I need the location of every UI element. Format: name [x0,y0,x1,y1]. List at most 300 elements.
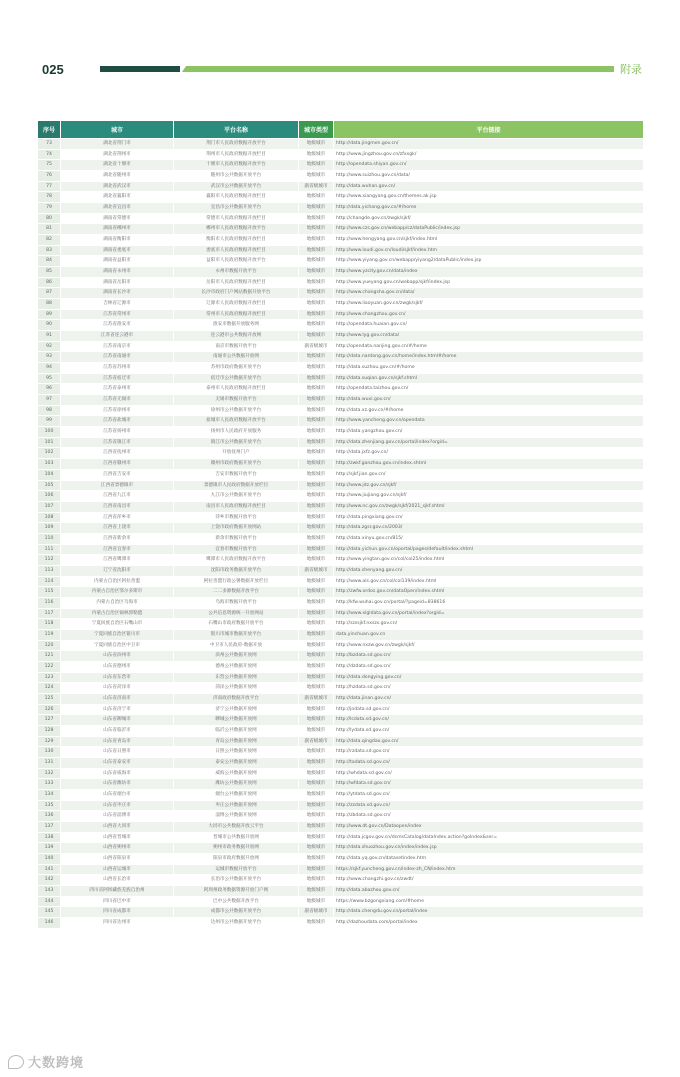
table-row [38,406,643,416]
row-city-type: 地级城市 [299,811,333,821]
row-city: 江苏省徐州市 [61,406,173,416]
row-city-type: 副省级城市 [299,694,333,704]
row-index: 84 [38,256,60,266]
table-row [38,288,643,298]
row-city-type: 地级城市 [299,192,333,202]
table-row [38,427,643,437]
row-city-type: 地级城市 [299,705,333,715]
row-city: 宁夏回族自治区银川市 [61,630,173,640]
row-index: 92 [38,342,60,352]
row-city: 山东省泰安市 [61,758,173,768]
row-platform-link[interactable]: http://data.abazhou.gov.cn/ [334,886,643,896]
row-platform-name: 银川市城市数据开放平台 [174,630,298,640]
row-platform-link[interactable]: http://data.dongying.gov.cn/ [334,673,643,683]
row-index: 109 [38,523,60,533]
row-index: 116 [38,598,60,608]
table-row [38,416,643,426]
table-row [38,224,643,234]
row-index: 110 [38,534,60,544]
row-city: 江西省上饶市 [61,523,173,533]
row-platform-name: 娄底市人民政府数据开放栏目 [174,246,298,256]
table-row [38,534,643,544]
row-index: 135 [38,801,60,811]
row-platform-name: 无锡市数据开放平台 [174,395,298,405]
table-row [38,278,643,288]
row-index: 120 [38,641,60,651]
table-row [38,683,643,693]
row-platform-link[interactable]: http://data.suqian.gov.cn/sjkf.shtml [334,374,643,384]
row-platform-name: 烟台公共数据开放网 [174,790,298,800]
row-platform-link[interactable]: http://data.suzhou.gov.cn/#/home [334,363,643,373]
table-row [38,918,643,928]
row-platform-link[interactable]: http://data.jcgov.gov.cn/dsmsCatalog/dataIndex.action?goIndex&ser= [334,833,643,843]
table-row [38,171,643,181]
row-city: 山西省阳泉市 [61,854,173,864]
row-platform-link[interactable]: http://data.xz.gov.cn/#/home [334,406,643,416]
row-city-type: 地级城市 [299,267,333,277]
row-city: 内蒙古自治区鄂尔多斯市 [61,587,173,597]
row-city: 湖南省郴州市 [61,224,173,234]
row-platform-link[interactable]: http://www.dt.gov.cn/Dataopen/index [334,822,643,832]
row-city-type: 地级城市 [299,427,333,437]
row-platform-link[interactable]: http://lcdata.sd.gov.cn/ [334,715,643,725]
watermark [8,1052,84,1071]
row-city-type: 地级城市 [299,224,333,234]
row-city-type: 地级城市 [299,886,333,896]
row-city-type: 地级城市 [299,203,333,213]
row-city: 江西省九江市 [61,491,173,501]
row-city-type: 地级城市 [299,630,333,640]
row-index: 95 [38,374,60,384]
row-index: 136 [38,811,60,821]
row-platform-name: 菏泽公共数据开放网 [174,683,298,693]
row-index: 73 [38,139,60,149]
row-index: 89 [38,310,60,320]
row-index: 132 [38,769,60,779]
row-city-type: 地级城市 [299,641,333,651]
row-index: 138 [38,833,60,843]
row-city: 内蒙古自治区锡林郭勒盟 [61,609,173,619]
row-city-type: 地级城市 [299,331,333,341]
table-row [38,747,643,757]
row-city-type: 地级城市 [299,374,333,384]
row-city: 山西省晋城市 [61,833,173,843]
row-platform-link[interactable]: http://data.yichang.gov.cn/#/home [334,203,643,213]
row-platform-link[interactable]: http://zzdata.sd.gov.cn/ [334,801,643,811]
row-platform-link[interactable]: http://data.jingmen.gov.cn/ [334,139,643,149]
row-platform-link[interactable]: http://opendata.nanjing.gov.cn/#/home [334,342,643,352]
row-platform-link[interactable]: http://zwfw.ordos.gov.cn/dataOpen/index.shtml [334,587,643,597]
row-platform-link[interactable]: http://data.zhenjiang.gov.cn/portal/index?orgid= [334,438,643,448]
table-row [38,320,643,330]
row-platform-name: 晋城市公共数据开放网 [174,833,298,843]
table-row [38,160,643,170]
row-city-type: 地级城市 [299,843,333,853]
row-city: 山东省枣庄市 [61,801,173,811]
row-city: 湖北省襄阳市 [61,192,173,202]
table-row [38,662,643,672]
row-city-type: 地级城市 [299,139,333,149]
row-city: 山东省青岛市 [61,737,173,747]
row-platform-link[interactable]: http://www.loudi.gov.cn/loudi/sjkf/index.htm [334,246,643,256]
row-platform-link[interactable]: http://data.jinan.gov.cn/ [334,694,643,704]
row-city: 湖南省衡阳市 [61,235,173,245]
row-platform-name: 中卫市人民政府-数据开放 [174,641,298,651]
row-platform-name: 威海公共数据开放网 [174,769,298,779]
row-platform-name: 临沂公共数据开放网 [174,726,298,736]
row-platform-link[interactable]: https://www.bzgongxiang.com/#home [334,897,643,907]
row-index: 93 [38,352,60,362]
row-index: 94 [38,363,60,373]
row-index: 126 [38,705,60,715]
row-index: 124 [38,683,60,693]
row-platform-link[interactable]: http://tadata.sd.gov.cn/ [334,758,643,768]
row-index: 81 [38,224,60,234]
column-header-city: 城市 [61,121,173,138]
row-city-type: 地级城市 [299,214,333,224]
row-city: 湖南省永州市 [61,267,173,277]
column-header-link: 平台链接 [334,121,643,138]
row-index: 88 [38,299,60,309]
row-platform-link[interactable]: http://rzdata.sd.gov.cn/ [334,747,643,757]
row-city-type: 地级城市 [299,875,333,885]
row-platform-link[interactable]: http://www.nc.gov.cn/zwgk/sjkf/2021_sjkf.shtml [334,502,643,512]
row-platform-name: 南京市数据开放平台 [174,342,298,352]
row-platform-link[interactable]: http://opendata.huaian.gov.cn/ [334,320,643,330]
table-row [38,513,643,523]
row-city-type: 地级城市 [299,363,333,373]
row-city-type: 地级城市 [299,246,333,256]
table-row [38,790,643,800]
row-platform-name: 九江市公共数据开放平台 [174,491,298,501]
row-platform-name: 扬州市人民政府开放服务 [174,427,298,437]
row-city-type: 地级城市 [299,865,333,875]
row-platform-link[interactable]: http://bzdata.sd.gov.cn/ [334,651,643,661]
row-city: 山东省烟台市 [61,790,173,800]
table-row [38,886,643,896]
row-platform-link[interactable]: http://kfw.wuhai.gov.cn/portal/?pageid=838616 [334,598,643,608]
row-index: 118 [38,619,60,629]
row-platform-link[interactable]: http://data.wuhan.gov.cn/ [334,182,643,192]
row-city: 山西省大同市 [61,822,173,832]
row-platform-name: 公共信息资源统一开放网站 [174,609,298,619]
table-row [38,694,643,704]
row-platform-link[interactable]: http://www.changzhi.gov.cn/zwdt/ [334,875,643,885]
row-city: 江西省萍乡市 [61,513,173,523]
row-city: 湖南省长沙市 [61,288,173,298]
row-city: 江苏省宿迁市 [61,374,173,384]
row-index: 127 [38,715,60,725]
row-platform-link[interactable]: http://www.changsha.gov.cn/data/ [334,288,643,298]
row-platform-link[interactable]: http://www.suizhou.gov.cn/data/ [334,171,643,181]
row-city: 内蒙古自治区乌海市 [61,598,173,608]
table-row [38,619,643,629]
row-city: 吉林省辽源市 [61,299,173,309]
row-platform-name: 荆门市人民政府数据开放平台 [174,139,298,149]
row-city: 四川省成都市 [61,907,173,917]
row-city-type: 地级城市 [299,235,333,245]
row-city: 山东省菏泽市 [61,683,173,693]
row-city: 山西省运城市 [61,865,173,875]
row-platform-link[interactable]: http://lydata.sd.gov.cn/ [334,726,643,736]
row-platform-link[interactable]: http://data.chengdu.gov.cn/portal/index [334,907,643,917]
row-platform-link[interactable]: http://whdata.sd.gov.cn/ [334,769,643,779]
row-platform-link[interactable]: http://zbdata.sd.gov.cn/ [334,811,643,821]
row-index: 112 [38,555,60,565]
row-platform-link[interactable]: http://www.jingzhou.gov.cn/zfxxgk/ [334,150,643,160]
row-platform-name: 十堰市人民政府数据开放平台 [174,160,298,170]
row-city: 江西省南昌市 [61,502,173,512]
row-platform-link[interactable]: http://zwkf.ganzhou.gov.cn/index.shtml [334,459,643,469]
row-city: 湖南省岳阳市 [61,278,173,288]
row-platform-name: 长沙市政府门户网站数据开放平台 [174,288,298,298]
row-platform-link[interactable]: http://wfdata.sd.gov.cn/ [334,779,643,789]
row-platform-name: 宜昌市公共数据开放平台 [174,203,298,213]
row-platform-name: 永州市数据开放平台 [174,267,298,277]
row-index: 128 [38,726,60,736]
table-row [38,577,643,587]
row-platform-link[interactable]: http://www.yancheng.gov.cn/opendata [334,416,643,426]
row-platform-link[interactable]: http://data.zgsr.gov.cn/2003/ [334,523,643,533]
row-city-type: 地级城市 [299,513,333,523]
row-index: 123 [38,673,60,683]
row-platform-name: 聊城公共数据开放网 [174,715,298,725]
table-row [38,907,643,917]
table-row [38,566,643,576]
row-platform-name: 郴州市人民政府数据开放平台 [174,224,298,234]
row-city-type: 地级城市 [299,918,333,928]
row-city: 内蒙古自治区阿拉善盟 [61,577,173,587]
row-city: 江苏省盐城市 [61,416,173,426]
table-row [38,150,643,160]
row-city: 湖北省荆州市 [61,150,173,160]
row-platform-name: 达州市公共数据开放平台 [174,918,298,928]
row-city: 山东省威海市 [61,769,173,779]
table-row [38,235,643,245]
row-city: 江苏省镇江市 [61,438,173,448]
row-platform-name: 阿坝州政务数据资源开放门户网 [174,886,298,896]
row-city-type: 地级城市 [299,726,333,736]
row-index: 131 [38,758,60,768]
table-row [38,448,643,458]
row-platform-link[interactable]: http://opendata.shiyan.gov.cn/ [334,160,643,170]
table-row [38,203,643,213]
table-header-row [38,121,643,138]
row-index: 86 [38,278,60,288]
row-platform-link[interactable]: http://www.jiujiang.gov.cn/sjkf/ [334,491,643,501]
row-platform-link[interactable]: http://ytdata.sd.gov.cn/ [334,790,643,800]
row-platform-link[interactable]: http://www.als.gov.cn/col/col139/index.html [334,577,643,587]
row-city: 江西省新余市 [61,534,173,544]
table-row [38,705,643,715]
table-row [38,609,643,619]
row-platform-name: 岳阳市人民政府数据开放栏目 [174,278,298,288]
row-city-type: 地级城市 [299,384,333,394]
row-city: 宁夏回族自治区中卫市 [61,641,173,651]
table-row [38,587,643,597]
row-platform-link[interactable]: http://data.jxfz.gov.cn/ [334,448,643,458]
row-platform-link[interactable]: http://data.wuxi.gov.cn/ [334,395,643,405]
row-platform-link[interactable]: http://data.xinyu.gov.cn/815/ [334,534,643,544]
row-platform-link[interactable]: http://dzdata.sd.gov.cn/ [334,662,643,672]
row-index: 141 [38,865,60,875]
table-row [38,352,643,362]
row-platform-name: 苏州市政府数据开放平台 [174,363,298,373]
row-city-type: 地级城市 [299,310,333,320]
table-row [38,523,643,533]
row-city-type: 地级城市 [299,801,333,811]
row-platform-link[interactable]: http://www.liaoyuan.gov.cn/zwgk/sjkf/ [334,299,643,309]
row-city-type: 地级城市 [299,833,333,843]
table-row [38,310,643,320]
row-platform-link[interactable]: http://www.nxzw.gov.cn/zwgk/sjkf/ [334,641,643,651]
row-city-type: 地级城市 [299,406,333,416]
row-city-type: 地级城市 [299,171,333,181]
row-city: 山东省滨州市 [61,651,173,661]
row-platform-link[interactable]: http://www.jdz.gov.cn/sjkf/ [334,481,643,491]
row-platform-link[interactable]: https://sjkf.yuncheng.gov.cn/index-zh_CN/index.htm [334,865,643,875]
table-row [38,395,643,405]
row-city-type: 地级城市 [299,523,333,533]
table-row [38,758,643,768]
table-row [38,299,643,309]
row-platform-name: 济宁公共数据开放网 [174,705,298,715]
row-platform-name: 日照公共数据开放网 [174,747,298,757]
row-city: 江西省景德镇市 [61,481,173,491]
row-index: 106 [38,491,60,501]
row-platform-name: 沈阳市政务数据开放平台 [174,566,298,576]
row-index: 80 [38,214,60,224]
row-index: 83 [38,246,60,256]
row-city: 江西省抚州市 [61,448,173,458]
row-platform-name: 襄阳市人民政府数据开放栏目 [174,192,298,202]
row-platform-link[interactable]: http://data.nantong.gov.cn/home/index.html#/home [334,352,643,362]
row-city-type: 地级城市 [299,481,333,491]
row-city-type: 地级城市 [299,459,333,469]
row-platform-link[interactable]: http://www.xlgldata.gov.cn/portal/index?orgid= [334,609,643,619]
table-row [38,481,643,491]
row-platform-link[interactable]: data.yinchuan.gov.cn [334,630,643,640]
row-platform-link[interactable]: http://data.yq.gov.cn/datasetindex.htm [334,854,643,864]
row-platform-link[interactable]: http://www.yueyang.gov.cn/webapp/sjkf/index.jsp [334,278,643,288]
table-row [38,779,643,789]
row-city-type: 副省级城市 [299,182,333,192]
row-platform-name: 滨州公共数据开放网 [174,651,298,661]
row-platform-name: 徐州市公共数据开放平台 [174,406,298,416]
table-row [38,641,643,651]
row-index: 145 [38,907,60,917]
row-platform-name: 宿迁市公共数据开放平台 [174,374,298,384]
row-city: 江西省赣州市 [61,459,173,469]
row-index: 108 [38,513,60,523]
row-index: 98 [38,406,60,416]
row-platform-link[interactable]: http://data.shuozhou.gov.cn/index/index.jsp [334,843,643,853]
column-header-index: 序号 [38,121,60,138]
table-row [38,246,643,256]
row-city: 四川省达州市 [61,918,173,928]
row-city-type: 地级城市 [299,769,333,779]
row-index: 122 [38,662,60,672]
row-platform-link[interactable]: http://changde.gov.cn/zwgk/sjkf/ [334,214,643,224]
row-city: 江西省吉安市 [61,470,173,480]
row-platform-link[interactable]: http://data.yichun.gov.cn/oportal/pages/default/index.shtml [334,545,643,555]
row-platform-link[interactable]: http://opendata.taizhou.gov.cn/ [334,384,643,394]
row-platform-link[interactable]: http://szssjkf.nxszs.gov.cn/ [334,619,643,629]
row-city-type: 地级城市 [299,619,333,629]
row-platform-link[interactable]: http://sjkf.jian.gov.cn/ [334,470,643,480]
row-platform-link[interactable]: http://www.yingtan.gov.cn/col/col25/index.html [334,555,643,565]
section-title: 附录 [620,63,642,76]
row-platform-name: 新余市数据开放平台 [174,534,298,544]
row-platform-link[interactable]: http://www.lyg.gov.cn/data/ [334,331,643,341]
table-row [38,363,643,373]
row-city-type: 地级城市 [299,577,333,587]
row-platform-link[interactable]: http://data.shenyang.gov.cn/ [334,566,643,576]
row-city-type: 地级城市 [299,448,333,458]
table-row [38,651,643,661]
row-city-type: 地级城市 [299,822,333,832]
row-city-type: 地级城市 [299,790,333,800]
row-platform-name: 东营公共数据开放网 [174,673,298,683]
row-platform-name: 泰州市人民政府数据开放栏目 [174,384,298,394]
row-platform-name: 镇江市公共数据开放平台 [174,438,298,448]
row-index: 82 [38,235,60,245]
row-platform-link[interactable]: http://hzdata.sd.gov.cn/ [334,683,643,693]
row-city-type: 地级城市 [299,715,333,725]
row-platform-name: 常州市人民政府数据开放栏目 [174,310,298,320]
row-platform-name: 盐城市人民政府数据开放平台 [174,416,298,426]
row-city-type: 地级城市 [299,897,333,907]
row-index: 79 [38,203,60,213]
row-index: 76 [38,171,60,181]
row-index: 140 [38,854,60,864]
row-platform-link[interactable]: http://www.yzcity.gov.cn/data/index [334,267,643,277]
row-platform-link[interactable]: http://www.hengyang.gov.cn/sjkf/index.html [334,235,643,245]
row-index: 129 [38,737,60,747]
row-city: 山西省朔州市 [61,843,173,853]
table-row [38,342,643,352]
row-platform-name: 衡阳市人民政府数据开放栏目 [174,235,298,245]
row-platform-link[interactable]: http://dazhoudata.com/portal/index [334,918,643,928]
table-row [38,715,643,725]
row-platform-name: 德州公共数据开放网 [174,662,298,672]
row-index: 90 [38,320,60,330]
row-platform-link[interactable]: http://www.czs.gov.cn/webapp/cz/dataPublic/index.jsp [334,224,643,234]
table-row [38,459,643,469]
row-platform-link[interactable]: http://data.qingdao.gov.cn/ [334,737,643,747]
row-platform-link[interactable]: http://data.pingxiang.gov.cn/ [334,513,643,523]
row-index: 74 [38,150,60,160]
row-platform-name: 石嘴山市政府数据开放平台 [174,619,298,629]
column-header-platform: 平台名称 [174,121,298,138]
row-platform-link[interactable]: http://www.xiangyang.gov.cn/themes.ak.jsp [334,192,643,202]
row-platform-name: 开放抚州门户 [174,448,298,458]
row-index: 107 [38,502,60,512]
table-row [38,843,643,853]
row-platform-link[interactable]: http://www.yiyang.gov.cn/webapp/yiyang2/dataPublic/index.jsp [334,256,643,266]
row-index: 99 [38,416,60,426]
row-city-type: 地级城市 [299,747,333,757]
row-platform-link[interactable]: http://data.yangzhou.gov.cn/ [334,427,643,437]
row-platform-name: 随州市公共数据开放平台 [174,171,298,181]
row-city-type: 地级城市 [299,160,333,170]
row-index: 75 [38,160,60,170]
row-platform-link[interactable]: http://jndata.sd.gov.cn/ [334,705,643,715]
row-platform-link[interactable]: http://www.changzhou.gov.cn/ [334,310,643,320]
row-platform-name: 大同市公共数据开放云平台 [174,822,298,832]
row-city: 湖北省宜昌市 [61,203,173,213]
table-row [38,267,643,277]
